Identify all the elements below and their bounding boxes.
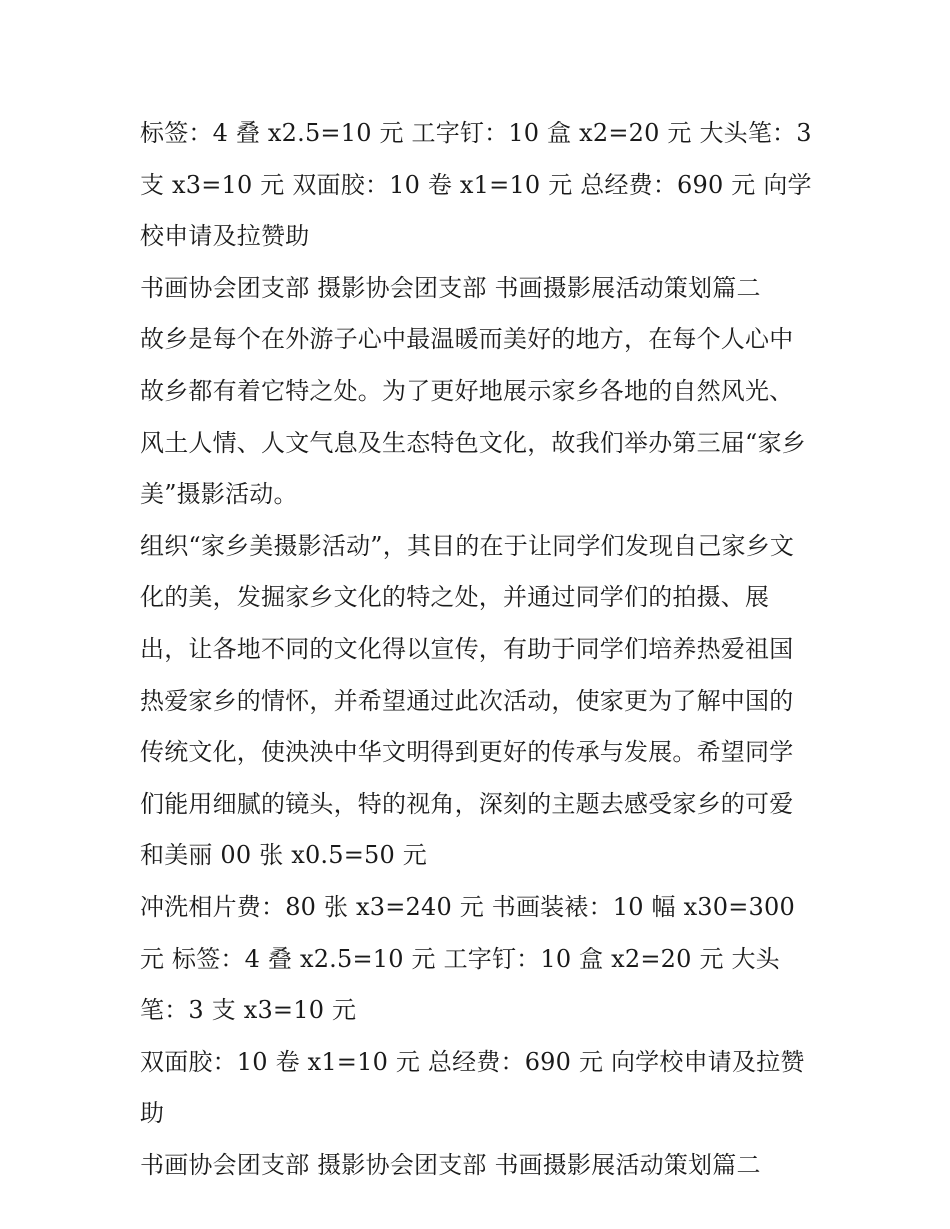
paragraph-budget-total: 双面胶：10 卷 x1=10 元 总经费：690 元 向学校申请及拉赞助 (140, 1047, 805, 1128)
document-page (140, 108, 812, 1191)
paragraph-budget-list-2: 冲洗相片费：80 张 x3=240 元 书画装裱：10 幅 x30=300 元 标签：4 叠 x2.5=10 元 工字钉：10 盒 x2=20 元 大头笔：3 支 x3=10 元 (140, 892, 795, 1025)
paragraph-purpose: 组织“家乡美摄影活动”，其目的在于让同学们发现自己家乡文化的美，发掘家乡文化的特之处，并通过同学们的拍摄、展出，让各地不同的文化得以宣传，有助于同学们培养热爱祖国热爱家乡的情怀，并希望通过此次活动，使家更为了解中国的传统文化，使泱泱中华文明得到更好的传承与发展。希望同学们能用细腻的镜头，特的视角，深刻的主题去感受家乡的可爱和美丽 00 张 x0.5=50 元 (140, 531, 795, 870)
paragraph-heading-part-two-1: 书画协会团支部 摄影协会团支部 书画摄影展活动策划篇二 (140, 273, 761, 302)
paragraph-heading-part-two-2: 书画协会团支部 摄影协会团支部 书画摄影展活动策划篇二 (140, 1150, 761, 1179)
paragraph-budget-list-1: 标签：4 叠 x2.5=10 元 工字钉：10 盒 x2=20 元 大头笔：3 支 x3=10 元 双面胶：10 卷 x1=10 元 总经费：690 元 向学校申请及拉赞助 (140, 119, 812, 251)
paragraph-intro: 故乡是每个在外游子心中最温暖而美好的地方，在每个人心中故乡都有着它特之处。为了更好地展示家乡各地的自然风光、风土人情、人文气息及生态特色文化，故我们举办第三届“家乡美”摄影活动。 (140, 325, 806, 509)
